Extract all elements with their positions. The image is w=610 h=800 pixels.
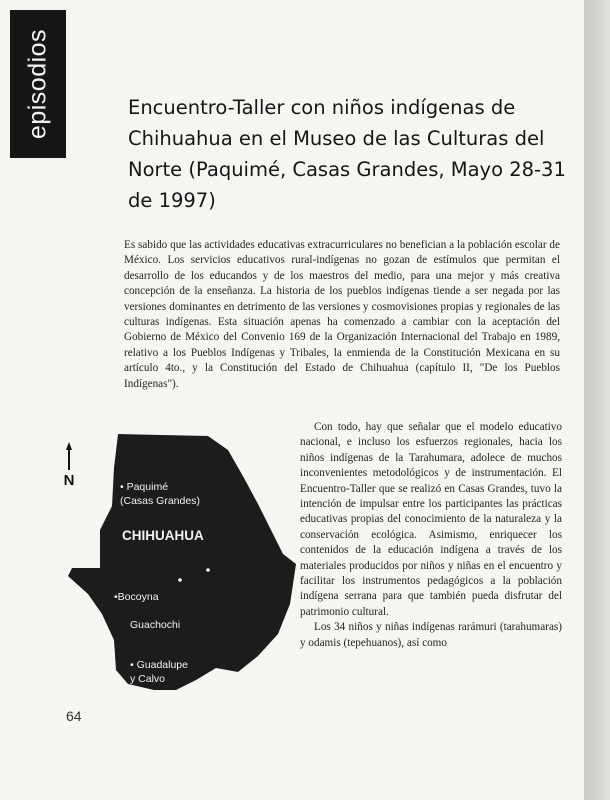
- chihuahua-map: [58, 428, 298, 698]
- north-arrow-icon: [66, 442, 72, 450]
- place-guachochi: Guachochi: [130, 619, 181, 631]
- intro-paragraph: Es sabido que las actividades educativas extracurriculares no benefician a la población escolar de México. Los servicios educativos rural-indígenas no gozan de estímulos que permitan el desarrollo de los educandos y de los maestros del medio, para una mejor y más creativa concepción de la enseñanza. La historia de los pueblos indígenas tiende a ser negada por las versiones dominantes en detrimento de las versiones y cosmovisiones propias y regionales de las culturas indígenas. Esta situación apenas ha comenzado a cambiar con la aceptación del Gobierno de México del Convenio 169 de la Organización Internacional del Trabajo en 1989, relativo a los Pueblos Indígenas y Tribales, la enmienda de la Constitución Mexicana en su artículo 4to., y la Constitución del Estado de Chihuahua (capítulo II, "De los Pueblos Indígenas").: [124, 239, 560, 390]
- north-arrow-stem: [68, 450, 70, 470]
- place-guadalupe-name: • Guadalupe: [130, 659, 188, 671]
- section-tab: [10, 10, 66, 158]
- adjacent-page-edge: [584, 0, 610, 800]
- place-guadalupe-sub: y Calvo: [130, 673, 166, 685]
- place-bocoyna: •Bocoyna: [114, 591, 159, 603]
- section-label: episodios: [23, 28, 52, 140]
- north-label: N: [63, 472, 75, 489]
- article-title: Encuentro-Taller con niños indígenas de Chihuahua en el Museo de las Culturas del Norte (Paquimé, Casas Grandes, Mayo 28-31 de 1997): [128, 96, 566, 212]
- place-paquime: [120, 480, 200, 508]
- third-paragraph: Los 34 niños y niñas indígenas rarámuri (tarahumaras) y odamis (tepehuanos), así como: [300, 621, 562, 649]
- page-number: 64: [66, 708, 82, 724]
- state-label: CHIHUAHUA: [122, 528, 204, 543]
- place-guadalupe: [130, 658, 188, 686]
- second-paragraph: Con todo, hay que señalar que el modelo educativo nacional, e incluso los esfuerzos regionales, hacia los niños indígenas de la Tarahumara, adolece de muchos inconvenientes metodológicos y de instrumentación. El Encuentro-Taller que se realizó en Casas Grandes, tuvo la intención de impulsar entre los participantes las prácticas educativas propias del conocimiento de la naturaleza y la conservación ecológica. Asimismo, enriquecer los contenidos de la educación indígena a través de los materiales producidos por niños y niñas en el encuentro y facilitar los instrumentos pedagógicos a la población indígena serrana para que también pueda disfrutar del patrimonio cultural.: [300, 421, 562, 618]
- place-paquime-name: • Paquimé: [120, 481, 169, 493]
- place-paquime-sub: (Casas Grandes): [120, 495, 200, 507]
- right-column: [300, 420, 562, 651]
- north-arrow: [58, 442, 80, 489]
